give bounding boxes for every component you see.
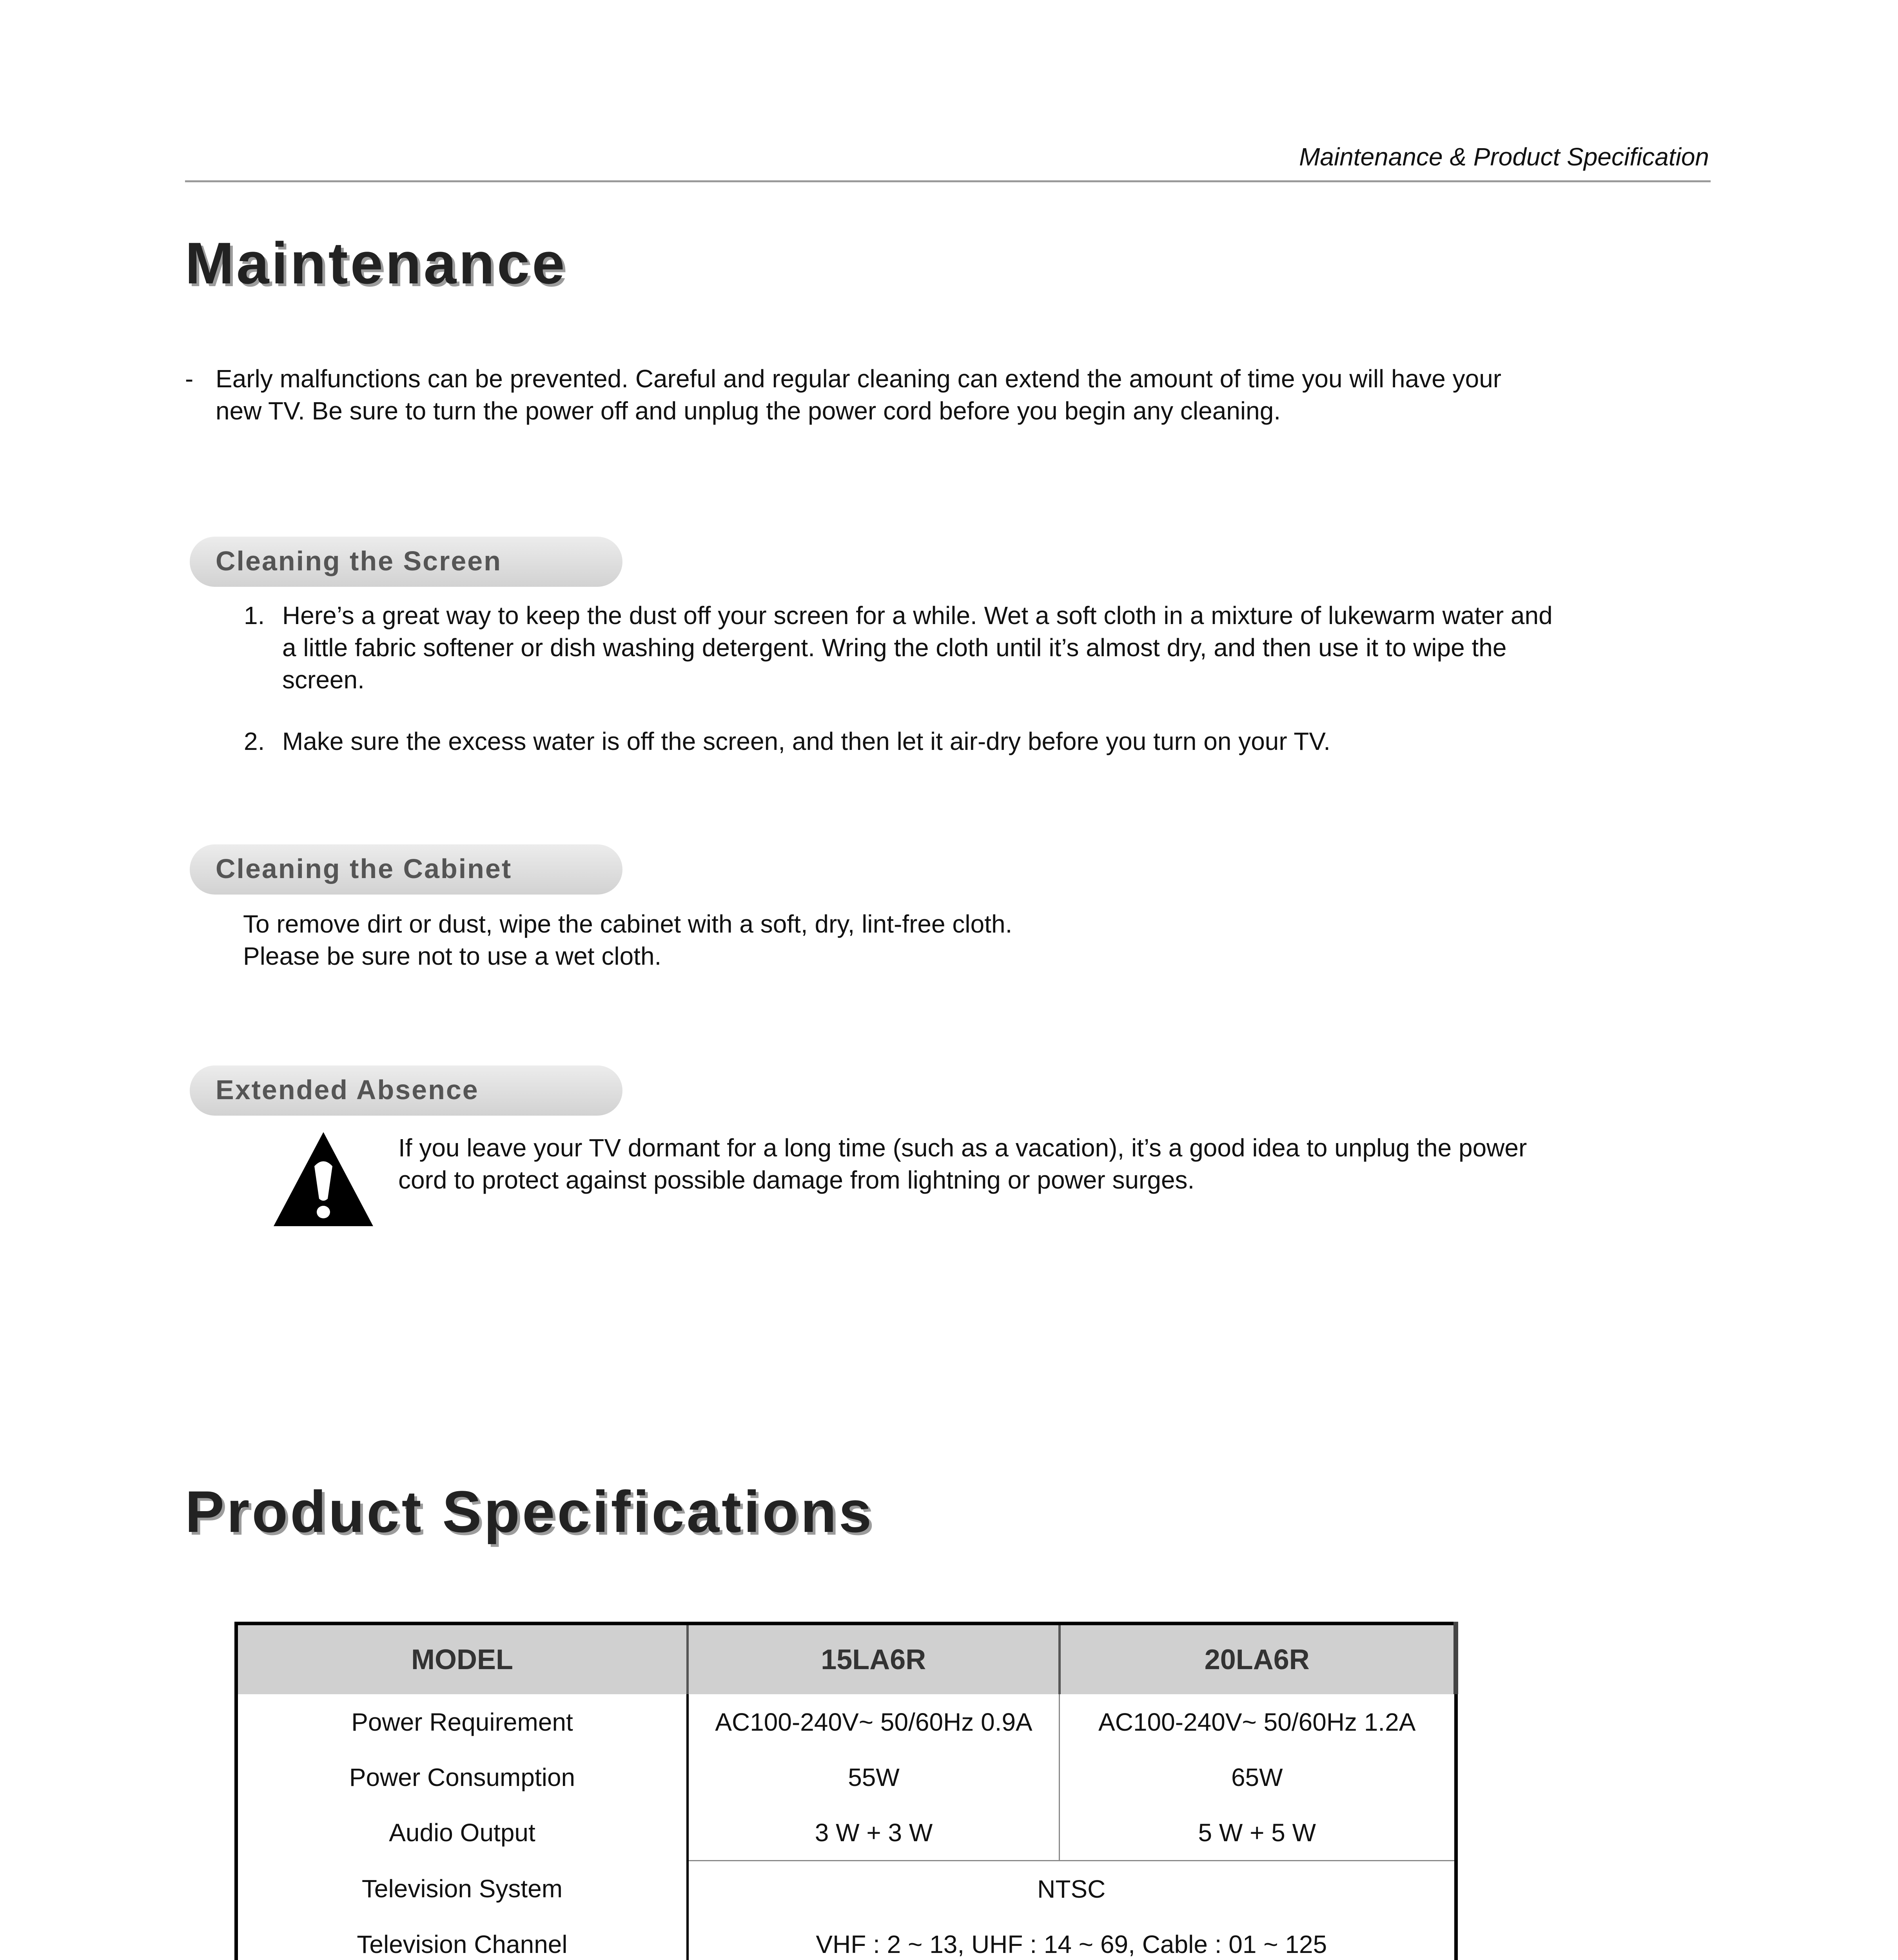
spec-value-shared: VHF : 2 ~ 13, UHF : 14 ~ 69, Cable : 01 ~ 125 [816,1930,1327,1958]
header-model: MODEL [236,1624,688,1695]
specifications-title: Product Specifications [185,1479,874,1544]
screen-step-1-line-3: screen. [282,666,365,694]
cleaning-screen-heading-label: Cleaning the Screen [216,546,502,576]
screen-step-2-line-1: Make sure the excess water is off the screen, and then let it air-dry before you turn on your TV. [282,727,1330,755]
cabinet-line-1: To remove dirt or dust, wipe the cabinet with a soft, dry, lint-free cloth. [243,910,1013,938]
absence-line-2: cord to protect against possible damage from lightning or power surges. [398,1166,1195,1194]
warning-icon [270,1129,376,1229]
spec-value-20la6r: 65W [1231,1763,1283,1791]
maintenance-title: Maintenance [185,230,567,296]
spec-value-15la6r: AC100-240V~ 50/60Hz 0.9A [688,1694,1060,1749]
cleaning-screen-heading [190,537,622,587]
screen-step-1-line-1: Here’s a great way to keep the dust off your screen for a while. Wet a soft cloth in a mixture of lukewarm water and [282,601,1553,630]
screen-step-1-number: 1. [244,601,265,630]
screen-step-1-line-2: a little fabric softener or dish washing detergent. Wring the cloth until it’s almost dry, and then use it to wipe the [282,633,1507,662]
table-row [236,1749,1456,1805]
intro-dash: - [185,365,194,393]
header-rule [185,180,1711,182]
absence-line-1: If you leave your TV dormant for a long time (such as a vacation), it’s a good idea to unplug the power [398,1134,1527,1162]
spec-value-15la6r: 55W [688,1749,1060,1805]
table-row [236,1916,1456,1960]
running-header: Maintenance & Product Specification [1299,143,1709,171]
specifications-table [234,1622,1458,1960]
table-row [236,1805,1456,1861]
intro-line-1: Early malfunctions can be prevented. Careful and regular cleaning can extend the amount of time you will have your [216,365,1502,393]
cabinet-line-2: Please be sure not to use a wet cloth. [243,942,662,970]
cleaning-cabinet-heading-label: Cleaning the Cabinet [216,853,512,884]
spec-label: Television Channel [236,1916,688,1960]
spec-value-20la6r: 5 W + 5 W [1060,1805,1456,1861]
spec-label: Audio Output [236,1805,688,1861]
header-20la6r: 20LA6R [1060,1624,1456,1695]
spec-label: Power Consumption [236,1749,688,1805]
spec-value-shared: NTSC [1037,1875,1106,1903]
extended-absence-heading-label: Extended Absence [216,1074,479,1105]
spec-value-20la6r: AC100-240V~ 50/60Hz 1.2A [1098,1708,1416,1736]
table-row [236,1861,1456,1917]
extended-absence-heading [190,1065,622,1116]
table-row [236,1694,1456,1749]
intro-line-2: new TV. Be sure to turn the power off and unplug the power cord before you begin any cleaning. [216,397,1281,425]
header-15la6r: 15LA6R [688,1624,1060,1695]
screen-step-2-number: 2. [244,727,265,755]
spec-label: Television System [236,1861,688,1917]
table-header-row [236,1624,1456,1695]
cleaning-cabinet-heading [190,844,622,895]
spec-label: Power Requirement [236,1694,688,1749]
spec-value-15la6r: 3 W + 3 W [688,1805,1060,1861]
